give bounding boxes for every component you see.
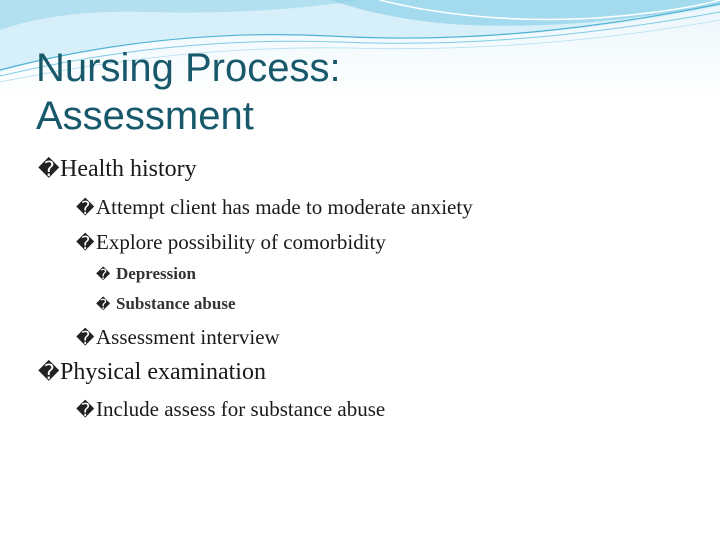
bullet-health-history — [38, 156, 197, 183]
bullet-attempt-client — [76, 195, 473, 220]
title-line-1: Nursing Process: — [36, 46, 341, 90]
bullet-physical-examination — [38, 359, 266, 386]
bullet-marker-icon: � — [96, 267, 111, 283]
bullet-marker-icon: � — [38, 157, 60, 181]
bullet-depression — [96, 264, 196, 284]
bullet-text: Explore possibility of comorbidity — [96, 230, 386, 254]
bullet-assessment-interview — [76, 325, 280, 350]
bullet-text: Substance abuse — [116, 294, 236, 313]
bullet-text: Depression — [116, 264, 196, 283]
bullet-text: Assessment interview — [96, 325, 280, 349]
bullet-include-assess — [76, 397, 385, 422]
bullet-marker-icon: � — [76, 198, 95, 219]
bullet-text: Include assess for substance abuse — [96, 397, 386, 421]
bullet-text: Physical examination — [60, 359, 266, 385]
bullet-substance-abuse — [96, 294, 236, 314]
bullet-marker-icon: � — [76, 233, 95, 254]
bullet-marker-icon: � — [96, 297, 111, 313]
title-line-2: Assessment — [36, 94, 254, 138]
bullet-marker-icon: � — [76, 328, 95, 349]
bullet-marker-icon: � — [76, 400, 95, 421]
bullet-text: Health history — [60, 156, 197, 182]
bullet-text: Attempt client has made to moderate anxiety — [96, 195, 473, 219]
bullet-marker-icon: � — [38, 360, 60, 384]
bullet-explore-comorbidity — [76, 230, 386, 255]
